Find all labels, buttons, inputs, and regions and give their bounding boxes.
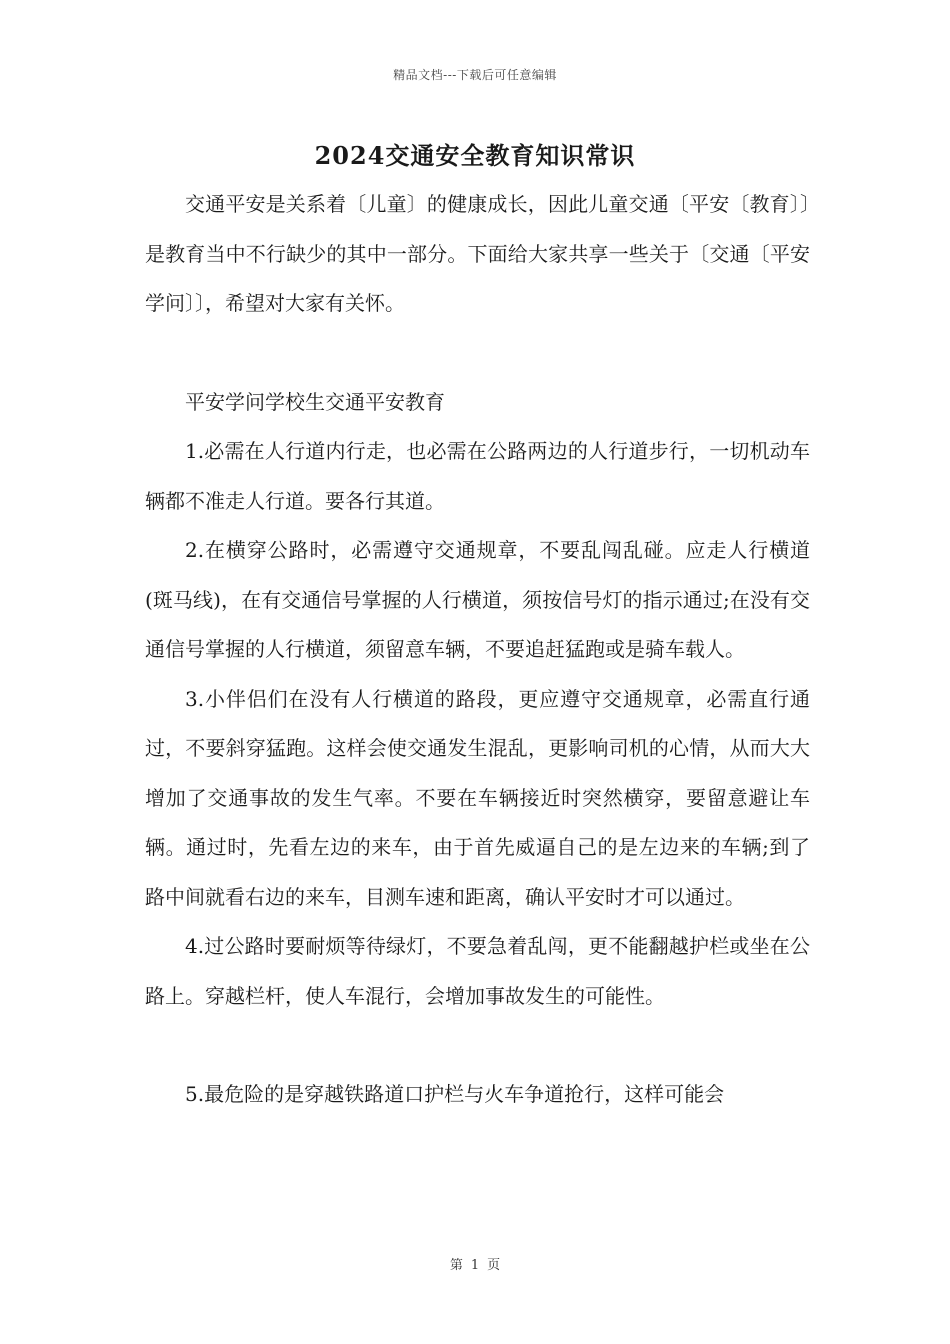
page-number: 1 — [470, 1258, 480, 1273]
page-footer — [0, 1254, 950, 1273]
footer-prefix: 第 — [449, 1258, 463, 1273]
list-item-5: 5.最危险的是穿越铁路道口护栏与火车争道抢行，这样可能会 — [185, 1082, 725, 1106]
header-note: 精品文档---下载后可任意编辑 — [393, 68, 557, 82]
intro-paragraph: 交通平安是关系着〔儿童〕的健康成长，因此儿童交通〔平安〔教育〕〕是教育当中不行缺少的其中一部分。下面给大家共享一些关于〔交通〔平安学问〕〕，希望对大家有关怀。 — [145, 192, 810, 315]
document-body — [145, 180, 810, 1120]
footer-suffix: 页 — [487, 1258, 501, 1273]
blank-line — [145, 329, 810, 378]
section-heading: 平安学问学校生交通平安教育 — [185, 389, 445, 414]
list-item-4: 4.过公路时要耐烦等待绿灯，不要急着乱闯，更不能翻越护栏或坐在公路上。穿越栏杆，使人车混行，会增加事故发生的可能性。 — [145, 934, 810, 1008]
list-item-3: 3.小伴侣们在没有人行横道的路段，更应遵守交通规章，必需直行通过，不要斜穿猛跑。这样会使交通发生混乱，更影响司机的心情，从而大大增加了交通事故的发生气率。不要在车辆接近时突然横穿，要留意避让车辆。通过时，先看左边的来车，由于首先威逼自己的是左边来的车辆;到了路中间就看右边的来车，目测车速和距离，确认平安时才可以通过。 — [145, 686, 810, 909]
document-title: 2024交通安全教育知识常识 — [314, 141, 636, 170]
list-item-2: 2.在横穿公路时，必需遵守交通规章，不要乱闯乱碰。应走人行横道(斑马线)，在有交通信号掌握的人行横道，须按信号灯的指示通过;在没有交通信号掌握的人行横道，须留意车辆，不要追赶猛跑或是骑车载人。 — [145, 538, 810, 661]
blank-line — [145, 1021, 810, 1070]
list-item-1: 1.必需在人行道内行走，也必需在公路两边的人行道步行，一切机动车辆都不准走人行道。要各行其道。 — [145, 439, 810, 513]
